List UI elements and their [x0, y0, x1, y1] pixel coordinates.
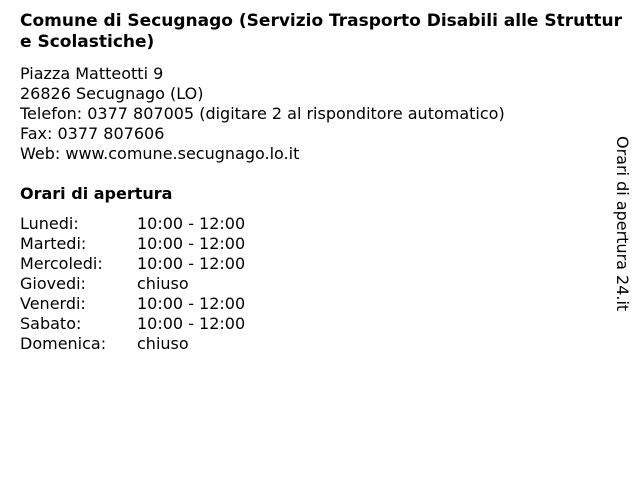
day-label: Venerdi:	[20, 294, 86, 313]
fax-number: Fax: 0377 807606	[20, 124, 165, 143]
website: Web: www.comune.secugnago.lo.it	[20, 144, 300, 163]
day-label: Giovedi:	[20, 274, 86, 293]
site-watermark: Orari di apertura 24.it	[613, 136, 632, 312]
day-label: Domenica:	[20, 334, 107, 353]
hours-row-friday	[20, 294, 245, 314]
time-value: chiuso	[137, 334, 189, 353]
time-value: 10:00 - 12:00	[137, 254, 246, 273]
hours-row-tuesday	[20, 234, 245, 254]
page-title: Comune di Secugnago (Servizio Trasporto Disabili alle Strutture Scolastiche)	[20, 11, 622, 52]
hours-row-wednesday	[20, 254, 245, 274]
day-label: Sabato:	[20, 314, 82, 333]
time-value: 10:00 - 12:00	[137, 234, 246, 253]
hours-row-saturday	[20, 314, 245, 334]
day-label: Martedi:	[20, 234, 87, 253]
day-label: Lunedi:	[20, 214, 79, 233]
time-value: chiuso	[137, 274, 189, 293]
hours-row-thursday	[20, 274, 245, 294]
hours-row-sunday	[20, 334, 245, 354]
day-label: Mercoledi:	[20, 254, 103, 273]
city-address: 26826 Secugnago (LO)	[20, 84, 204, 103]
time-value: 10:00 - 12:00	[137, 294, 246, 313]
time-value: 10:00 - 12:00	[137, 214, 246, 233]
phone-number: Telefon: 0377 807005 (digitare 2 al risponditore automatico)	[20, 104, 505, 123]
address-block	[20, 64, 505, 164]
opening-hours-table	[20, 214, 245, 354]
hours-row-monday	[20, 214, 245, 234]
time-value: 10:00 - 12:00	[137, 314, 246, 333]
hours-heading: Orari di apertura	[20, 184, 173, 203]
street-address: Piazza Matteotti 9	[20, 64, 164, 83]
